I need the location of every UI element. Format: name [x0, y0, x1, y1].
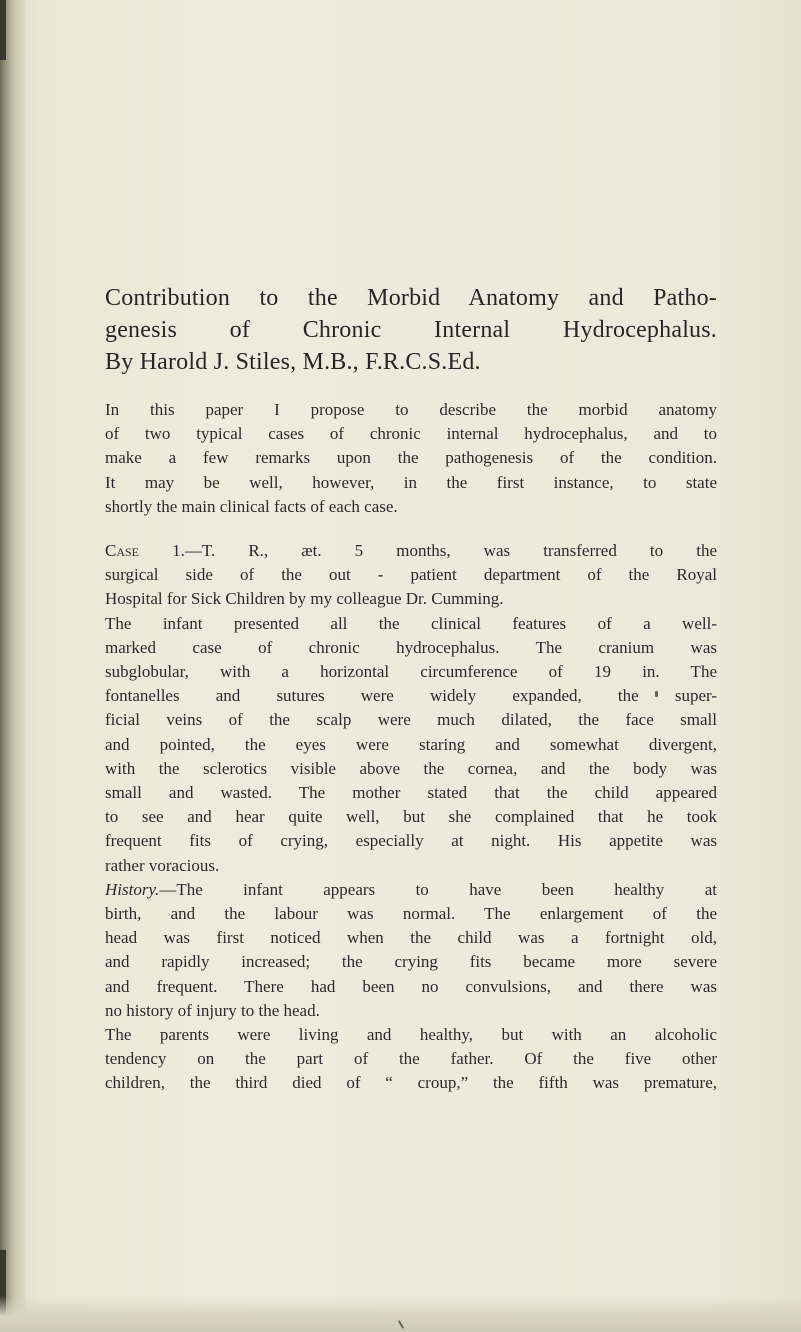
text-line: head was first noticed when the child was a fortnight old,: [105, 928, 717, 948]
text-line: children, the third died of “ croup,” the fifth was premature,: [105, 1073, 717, 1093]
text-fragment: —T. R., æt. 5 months, was transferred to the: [184, 541, 717, 561]
text-line: frequent fits of crying, especially at night. His appetite was: [105, 831, 717, 851]
text-line: [105, 878, 717, 902]
text-line: make a few remarks upon the pathogenesis of the condition.: [105, 448, 717, 468]
text-line: and frequent. There had been no convulsions, and there was: [105, 976, 717, 996]
article: [105, 282, 717, 1096]
text-line: It may be well, however, in the first instance, to state: [105, 472, 717, 492]
text-line: Hospital for Sick Children by my colleague Dr. Cumming.: [105, 589, 504, 609]
text-line: The parents were living and healthy, but with an alcoholic: [105, 1025, 717, 1045]
text-line: marked case of chronic hydrocephalus. The cranium was: [105, 637, 717, 657]
text-line: to see and hear quite well, but she complained that he took: [105, 807, 717, 827]
text-line: birth, and the labour was normal. The enlargement of the: [105, 904, 717, 924]
text-line: surgical side of the out - patient department of the Royal: [105, 565, 717, 585]
text-line: tendency on the part of the father. Of the five other: [105, 1049, 717, 1069]
text-line: shortly the main clinical facts of each case.: [105, 496, 398, 516]
book-binding-edge: [0, 0, 26, 1332]
text-line: ficial veins of the scalp were much dilated, the face small: [105, 710, 717, 730]
text-fragment: —The infant appears to have been healthy at: [159, 879, 717, 899]
text-line: and pointed, the eyes were staring and somewhat divergent,: [105, 734, 717, 754]
binding-shadow: [0, 0, 6, 60]
text-line: with the sclerotics visible above the cornea, and the body was: [105, 758, 717, 778]
text-line: fontanelles and sutures were widely expanded, the super-: [105, 686, 717, 706]
intro-paragraph: [105, 398, 717, 519]
text-line: and rapidly increased; the crying fits became more severe: [105, 952, 717, 972]
title-line: Contribution to the Morbid Anatomy and Patho-: [105, 285, 717, 311]
text-line: small and wasted. The mother stated that the child appeared: [105, 783, 717, 803]
text-line: In this paper I propose to describe the morbid anatomy: [105, 400, 717, 419]
text-line: subglobular, with a horizontal circumference of 19 in. The: [105, 662, 717, 682]
title-line: genesis of Chronic Internal Hydrocephalus.: [105, 317, 717, 343]
text-line: The infant presented all the clinical features of a well-: [105, 613, 717, 633]
text-line: no history of injury to the head.: [105, 1000, 320, 1020]
author-byline: By Harold J. Stiles, M.B., F.R.C.S.Ed.: [105, 349, 481, 375]
text-line: rather voracious.: [105, 855, 220, 875]
history-label: History.: [105, 879, 160, 899]
article-title: [105, 282, 717, 378]
parents-paragraph: [105, 1023, 717, 1096]
case-paragraph: [105, 539, 717, 878]
case-label: Case 1.: [105, 541, 185, 561]
text-line: of two typical cases of chronic internal hydrocephalus, and to: [105, 424, 717, 444]
history-paragraph: [105, 878, 717, 1023]
text-line: [105, 539, 717, 563]
paragraph-gap: [105, 519, 717, 539]
